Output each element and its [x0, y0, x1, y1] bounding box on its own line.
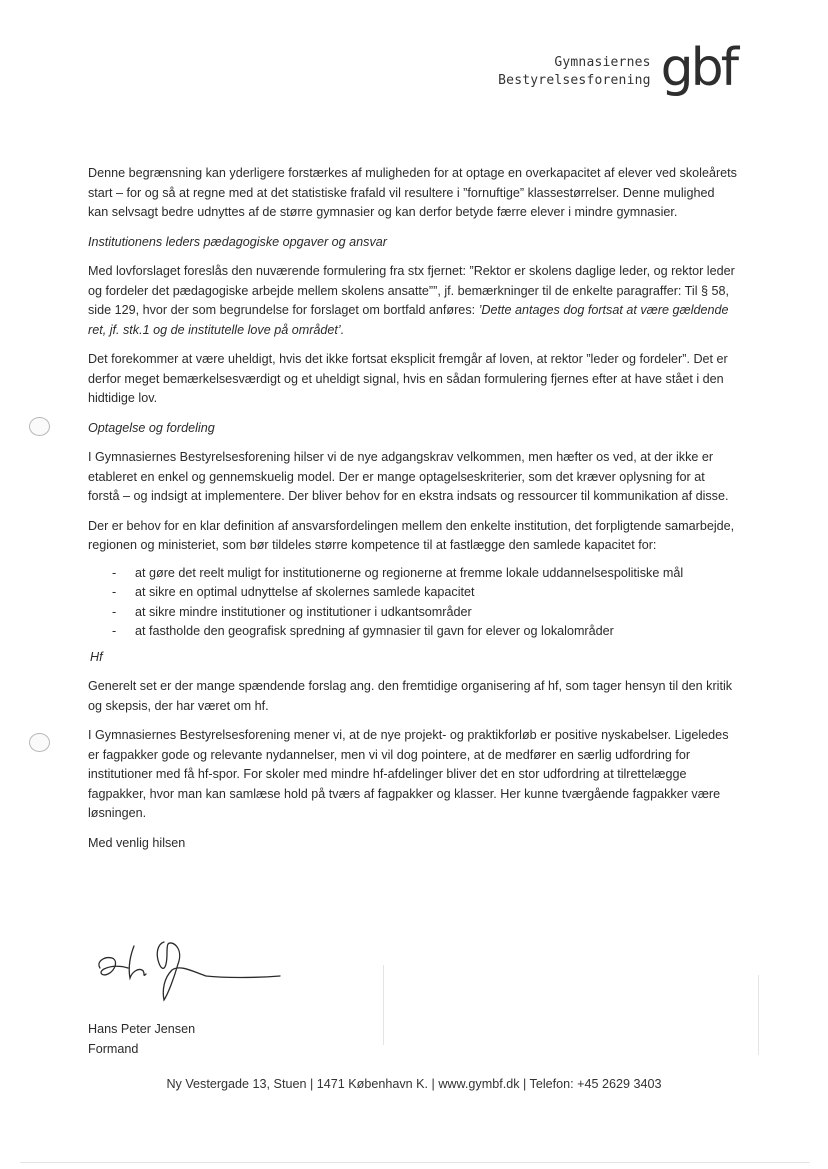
- signer-title: Formand: [88, 1041, 139, 1056]
- paragraph: [88, 262, 738, 340]
- paragraph-text: Med lovforslaget foreslås den nuværende formulering fra stx fjernet: ”Rektor er skolens daglige leder, og rektor leder og fordeler det pædagogiske arbejde mellem skolens ansatte””, jf. bemærkninger til de enkelte paragraffer: Til § 58, side 129, hvor der som begrundelse for forslaget om bortfald anføres:: [88, 264, 735, 317]
- list-item: [88, 583, 738, 603]
- scan-artifact-line: [758, 975, 759, 1055]
- organization-name: [498, 54, 651, 90]
- list-item-text: at fastholde den geografisk spredning af gymnasier til gavn for elever og lokalområder: [135, 624, 614, 638]
- paragraph: I Gymnasiernes Bestyrelsesforening hilser vi de nye adgangskrav velkommen, men hæfter os ved, at der ikke er etableret en enkel og gennemskuelig model. Der er mange optagelseskriterier, som det kræver oplysning for at forstå – og indsigt at implementere. Der bliver behov for en ekstra indsats og ressourcer til kommunikation af disse.: [88, 450, 729, 503]
- letter-body: [88, 164, 738, 863]
- section-heading: Institutionens leders pædagogiske opgaver og ansvar: [88, 234, 387, 249]
- gbf-logo: gbf: [660, 38, 736, 98]
- punch-hole-mark: [29, 733, 50, 752]
- paragraph: Denne begrænsning kan yderligere forstærkes af muligheden for at optage en overkapacitet af elever ved skoleårets start – for og så at regne med at det statistiske frafald vil resultere i ”fornuftige” klassestørrelser. Denne mulighed kan selvsagt bedre udnyttes af de større gymnasier og kan derfor betyde færre elever i mindre gymnasier.: [88, 166, 737, 219]
- closing: Med venlig hilsen: [88, 835, 186, 850]
- scan-artifact-line: [20, 1162, 810, 1163]
- section-heading: Hf: [90, 649, 103, 664]
- list-item-text: at sikre mindre institutioner og institutioner i udkantsområder: [135, 604, 472, 619]
- paragraph: Generelt set er der mange spændende forslag ang. den fremtidige organisering af hf, som tager hensyn til den kritik og skepsis, der har været om hf.: [88, 679, 733, 713]
- bullet-dash: -: [112, 565, 117, 580]
- letterhead: [498, 38, 736, 98]
- list-item: [88, 622, 738, 642]
- quoted-text: ’Dette antages dog fortsat at være gældende ret, jf. stk.1 og de institutelle love på området’.: [88, 303, 729, 337]
- paragraph: I Gymnasiernes Bestyrelsesforening mener vi, at de nye projekt- og praktikforløb er positive nyskabelser. Ligeledes er fagpakker gode og relevante nydannelser, men vi vil dog pointere, at de medfører en særlig udfordring for institutioner med få hf-spor. For skoler med mindre hf-afdelinger bliver det en stor udfordring at tilrettelægge fagpakker, hvor man kan samlæse hold på tværs af fagpakker og klasser. Her kunne tværgående fagpakker være løsningen.: [88, 728, 729, 820]
- signer-block: [88, 1020, 195, 1059]
- punch-hole-mark: [29, 417, 50, 436]
- handwritten-signature: [94, 938, 294, 1004]
- footer-contact: Ny Vestergade 13, Stuen | 1471 København K. | www.gymbf.dk | Telefon: +45 2629 3403: [166, 1077, 662, 1091]
- bullet-dash: -: [112, 604, 117, 619]
- bullet-list: [88, 564, 738, 642]
- org-name-line1: Gymnasiernes: [554, 55, 651, 70]
- list-item: [88, 603, 738, 623]
- list-item-text: at sikre en optimal udnyttelse af skolernes samlede kapacitet: [135, 585, 475, 599]
- paragraph: Det forekommer at være uheldigt, hvis det ikke fortsat eksplicit fremgår af loven, at rektor ”leder og fordeler”. Det er derfor meget bemærkelsesværdigt og et uheldigt signal, hvis en sådan formulering fjernes efter at have stået i den hidtidige lov.: [88, 352, 728, 405]
- bullet-dash: -: [112, 585, 117, 599]
- org-name-line2: Bestyrelsesforening: [498, 73, 651, 88]
- signer-name: Hans Peter Jensen: [88, 1022, 196, 1036]
- section-heading: Optagelse og fordeling: [88, 420, 215, 435]
- bullet-dash: -: [112, 624, 117, 638]
- list-item-text: at gøre det reelt muligt for institutionerne og regionerne at fremme lokale uddannelsespolitiske mål: [135, 565, 684, 580]
- list-item: [88, 564, 738, 584]
- scan-artifact-line: [383, 965, 384, 1045]
- paragraph: Der er behov for en klar definition af ansvarsfordelingen mellem den enkelte institution, det forpligtende samarbejde, regionen og ministeriet, som bør tildeles større kompetence til at fastlægge den samlede kapacitet for:: [88, 518, 735, 552]
